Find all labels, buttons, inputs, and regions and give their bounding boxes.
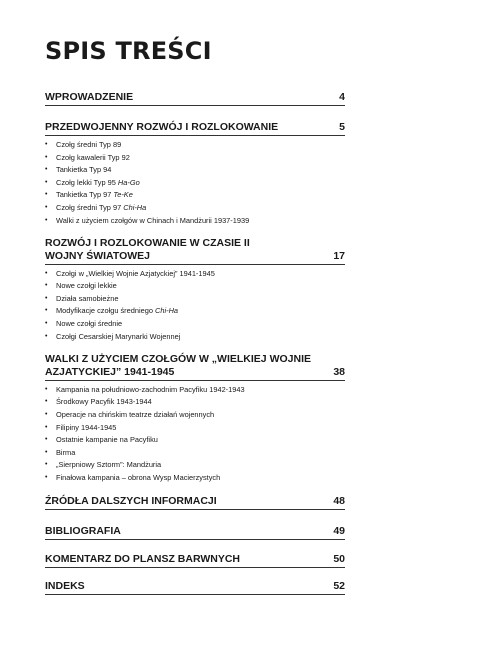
toc-heading-label: WPROWADZENIE [45,91,134,103]
toc-subitem-italic: Chi-Ha [155,306,179,316]
toc-page-number: 17 [333,249,345,262]
page-title: SPIS TREŚCI [45,37,212,65]
toc-heading [45,121,345,135]
toc-divider [45,567,345,568]
toc-heading [45,353,345,380]
toc-subitem: • Działa samobieżne [45,293,345,306]
toc-subitem: • Czołg lekki Typ 95 Ha-Go [45,177,345,190]
toc-subitem: • Birma [45,447,345,460]
toc-entry [45,237,345,343]
toc-subitem: • Tankietka Typ 97 Te-Ke [45,189,345,202]
toc-heading [45,237,345,264]
toc-heading-label: WALKI Z UŻYCIEM CZOŁGÓW W „WIELKIEJ WOJNIE AZJATYCKIEJ” 1941-1945 [45,353,311,378]
toc-subitems [45,381,345,485]
toc-page-number: 4 [339,91,345,103]
toc-heading-label: KOMENTARZ DO PLANSZ BARWNYCH [45,553,241,566]
toc-entry [45,91,345,106]
toc-divider [45,105,345,106]
toc-subitem: • Ostatnie kampanie na Pacyfiku [45,434,345,447]
toc-heading-label: BIBLIOGRAFIA [45,525,121,538]
toc-divider [45,539,345,540]
toc-entry [45,553,345,568]
toc-heading [45,495,345,509]
toc-subitem: • Kampania na południowo-zachodnim Pacyfiku 1942-1943 [45,384,345,397]
toc-subitems [45,265,345,344]
toc-entry [45,580,345,595]
toc-heading-label: ROZWÓJ I ROZLOKOWANIE W CZASIE II WOJNY ŚWIATOWEJ [45,237,250,262]
toc-subitems [45,136,345,227]
toc-subitem: • Operacje na chińskim teatrze działań wojennych [45,409,345,422]
toc-subitem: • Filipiny 1944-1945 [45,422,345,435]
toc-heading [45,91,345,105]
toc-subitem: • Walki z użyciem czołgów w Chinach i Mandżurii 1937-1939 [45,215,345,228]
toc-subitem: • Czołgi w „Wielkiej Wojnie Azjatyckiej” 1941-1945 [45,268,345,281]
toc-subitem-italic: Te-Ke [113,190,133,200]
toc-page-number: 50 [333,553,345,566]
toc-divider [45,594,345,595]
toc-heading [45,580,345,594]
toc-subitem: • Nowe czołgi średnie [45,318,345,331]
toc-page-number: 48 [333,495,345,508]
toc-subitem: • Modyfikacje czołgu średniego Chi-Ha [45,305,345,318]
toc-subitem: • Środkowy Pacyfik 1943-1944 [45,396,345,409]
toc-entry [45,121,345,227]
toc-heading [45,525,345,539]
toc-page-number: 52 [333,580,345,593]
toc-entry [45,353,345,484]
toc-entry [45,525,345,540]
toc-page-number: 38 [333,365,345,378]
toc-divider [45,509,345,510]
toc-heading [45,553,345,567]
toc-subitem: • Finałowa kampania – obrona Wysp Macierzystych [45,472,345,485]
toc-subitem: • Nowe czołgi lekkie [45,280,345,293]
toc-subitem: • Czołg średni Typ 97 Chi-Ha [45,202,345,215]
toc-subitem: • Czołg kawalerii Typ 92 [45,152,345,165]
toc-subitem: • Czołgi Cesarskiej Marynarki Wojennej [45,331,345,344]
toc-page-number: 5 [339,121,345,133]
toc-subitem-italic: Chi-Ha [123,202,147,212]
toc-heading-label: PRZEDWOJENNY ROZWÓJ I ROZLOKOWANIE [45,121,279,133]
toc-heading-label: INDEKS [45,580,85,593]
toc-subitem-italic: Ha-Go [117,177,140,187]
toc-heading-label: ŹRÓDŁA DALSZYCH INFORMACJI [45,495,217,508]
toc-entry [45,495,345,510]
table-of-contents [45,91,345,595]
toc-subitem: • Tankietka Typ 94 [45,164,345,177]
toc-subitem: • „Sierpniowy Sztorm”: Mandżuria [45,459,345,472]
toc-subitem: • Czołg średni Typ 89 [45,139,345,152]
toc-page-number: 49 [333,525,345,538]
